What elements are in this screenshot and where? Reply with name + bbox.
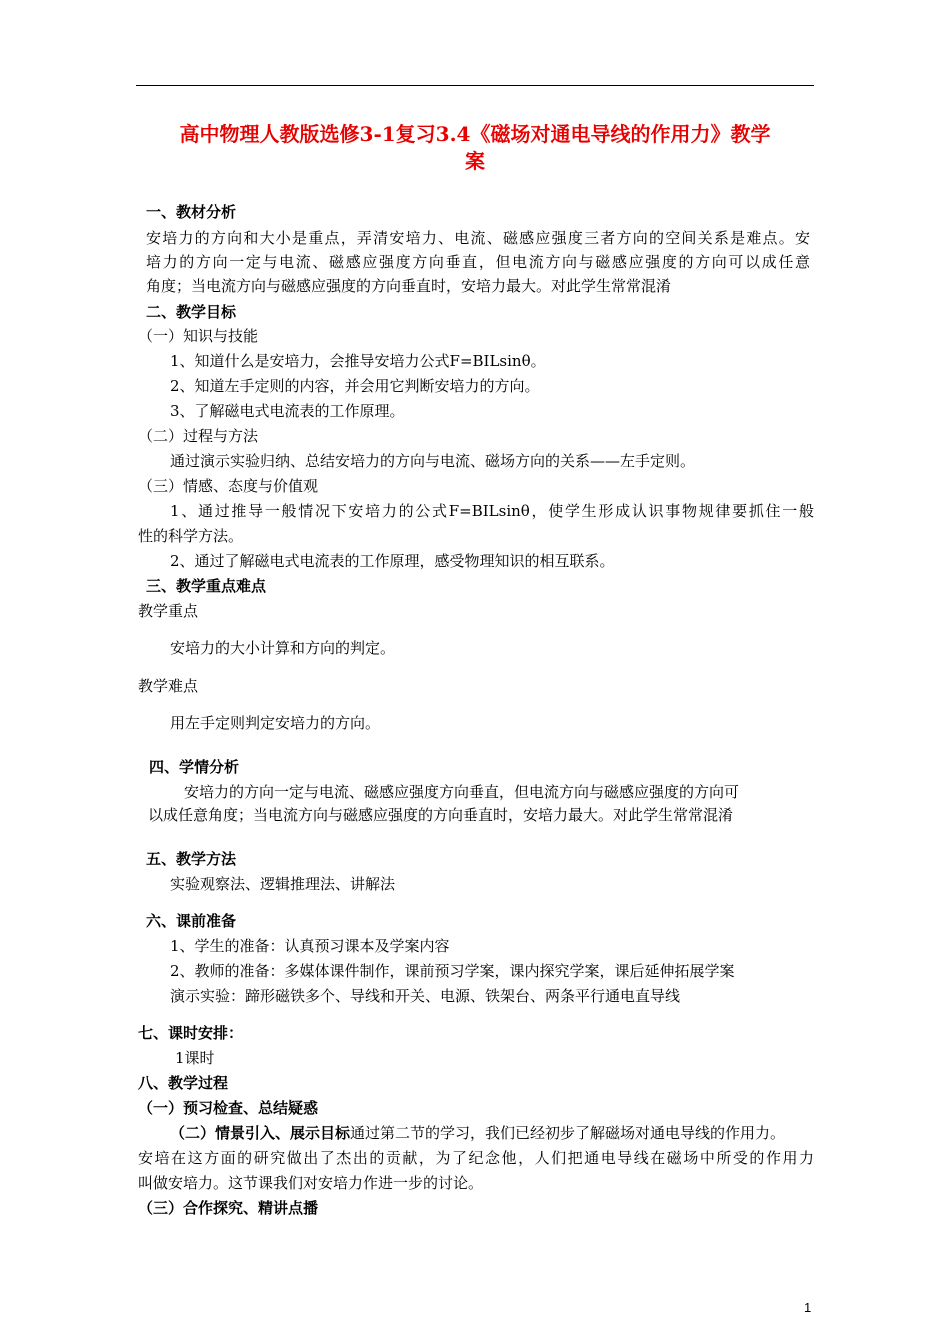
subsection-heading: （三）情感、态度与价值观 xyxy=(138,477,319,495)
subsection-heading: （三）合作探究、精讲点播 xyxy=(138,1199,319,1217)
list-item: 通过演示实验归纳、总结安培力的方向与电流、磁场方向的关系——左手定则。 xyxy=(170,452,696,470)
section-heading-5: 五、教学方法 xyxy=(146,850,237,868)
paragraph-line: 实验观察法、逻辑推理法、讲解法 xyxy=(170,875,396,893)
paragraph-line: 以成任意角度；当电流方向与磁感应强度的方向垂直时，安培力最大。对此学生常常混淆 xyxy=(148,806,734,824)
inline-text: 通过第二节的学习，我们已经初步了解磁场对通电导线的作用力。 xyxy=(350,1124,786,1142)
paragraph-line: 1课时 xyxy=(175,1049,215,1067)
paragraph-line: 安培力的方向一定与电流、磁感应强度方向垂直，但电流方向与磁感应强度的方向可 xyxy=(184,783,740,801)
subsection-heading: （一）预习检查、总结疑惑 xyxy=(138,1099,319,1117)
paragraph-line: 安培力的方向和大小是重点，弄清安培力、电流、磁感应强度三者方向的空间关系是难点。安 xyxy=(146,229,810,247)
section-heading-6: 六、课前准备 xyxy=(146,912,237,930)
title-line-2: 案 xyxy=(465,149,485,173)
section-heading-7: 七、课时安排： xyxy=(138,1024,244,1042)
list-item: 1、通过推导一般情况下安培力的公式F=BILsinθ，使学生形成认识事物规律要抓住一般 xyxy=(170,502,814,520)
list-item: 1、知道什么是安培力，会推导安培力公式F=BILsinθ。 xyxy=(170,352,546,370)
inline-subheading: （二）情景引入、展示目标 xyxy=(170,1124,351,1142)
section-heading-1: 一、教材分析 xyxy=(146,203,237,221)
subsection-heading: 教学重点 xyxy=(138,602,199,620)
list-item: 3、了解磁电式电流表的工作原理。 xyxy=(170,402,405,420)
document-title xyxy=(136,121,814,175)
paragraph-line: 安培力的大小计算和方向的判定。 xyxy=(170,639,396,657)
subsection-heading: 教学难点 xyxy=(138,677,199,695)
subsection-heading: （二）过程与方法 xyxy=(138,427,259,445)
list-item: 演示实验：蹄形磁铁多个、导线和开关、电源、铁架台、两条平行通电直导线 xyxy=(170,987,681,1005)
page-number: 1 xyxy=(804,1300,812,1315)
header-rule xyxy=(136,85,814,86)
paragraph-line: 角度；当电流方向与磁感应强度的方向垂直时，安培力最大。对此学生常常混淆 xyxy=(146,277,672,295)
paragraph-line: 安培在这方面的研究做出了杰出的贡献，为了纪念他，人们把通电导线在磁场中所受的作用力 xyxy=(138,1149,814,1167)
list-item: 2、知道左手定则的内容，并会用它判断安培力的方向。 xyxy=(170,377,540,395)
subsection-heading: （一）知识与技能 xyxy=(138,327,259,345)
list-item: 2、通过了解磁电式电流表的工作原理，感受物理知识的相互联系。 xyxy=(170,552,615,570)
section-heading-2: 二、教学目标 xyxy=(146,303,237,321)
section-heading-3: 三、教学重点难点 xyxy=(146,577,267,595)
list-item: 1、学生的准备：认真预习课本及学案内容 xyxy=(170,937,450,955)
paragraph-line: 叫做安培力。这节课我们对安培力作进一步的讨论。 xyxy=(138,1174,484,1192)
section-heading-4: 四、学情分析 xyxy=(149,758,240,776)
list-item: 2、教师的准备：多媒体课件制作，课前预习学案，课内探究学案，课后延伸拓展学案 xyxy=(170,962,735,980)
paragraph-line: 培力的方向一定与电流、磁感应强度方向垂直，但电流方向与磁感应强度的方向可以成任意 xyxy=(146,253,810,271)
paragraph-line xyxy=(170,1123,785,1143)
paragraph-line: 用左手定则判定安培力的方向。 xyxy=(170,714,381,732)
section-heading-8: 八、教学过程 xyxy=(138,1074,229,1092)
list-item-continuation: 性的科学方法。 xyxy=(138,527,244,545)
title-line-1: 高中物理人教版选修3-1复习3.4《磁场对通电导线的作用力》教学 xyxy=(179,122,771,146)
